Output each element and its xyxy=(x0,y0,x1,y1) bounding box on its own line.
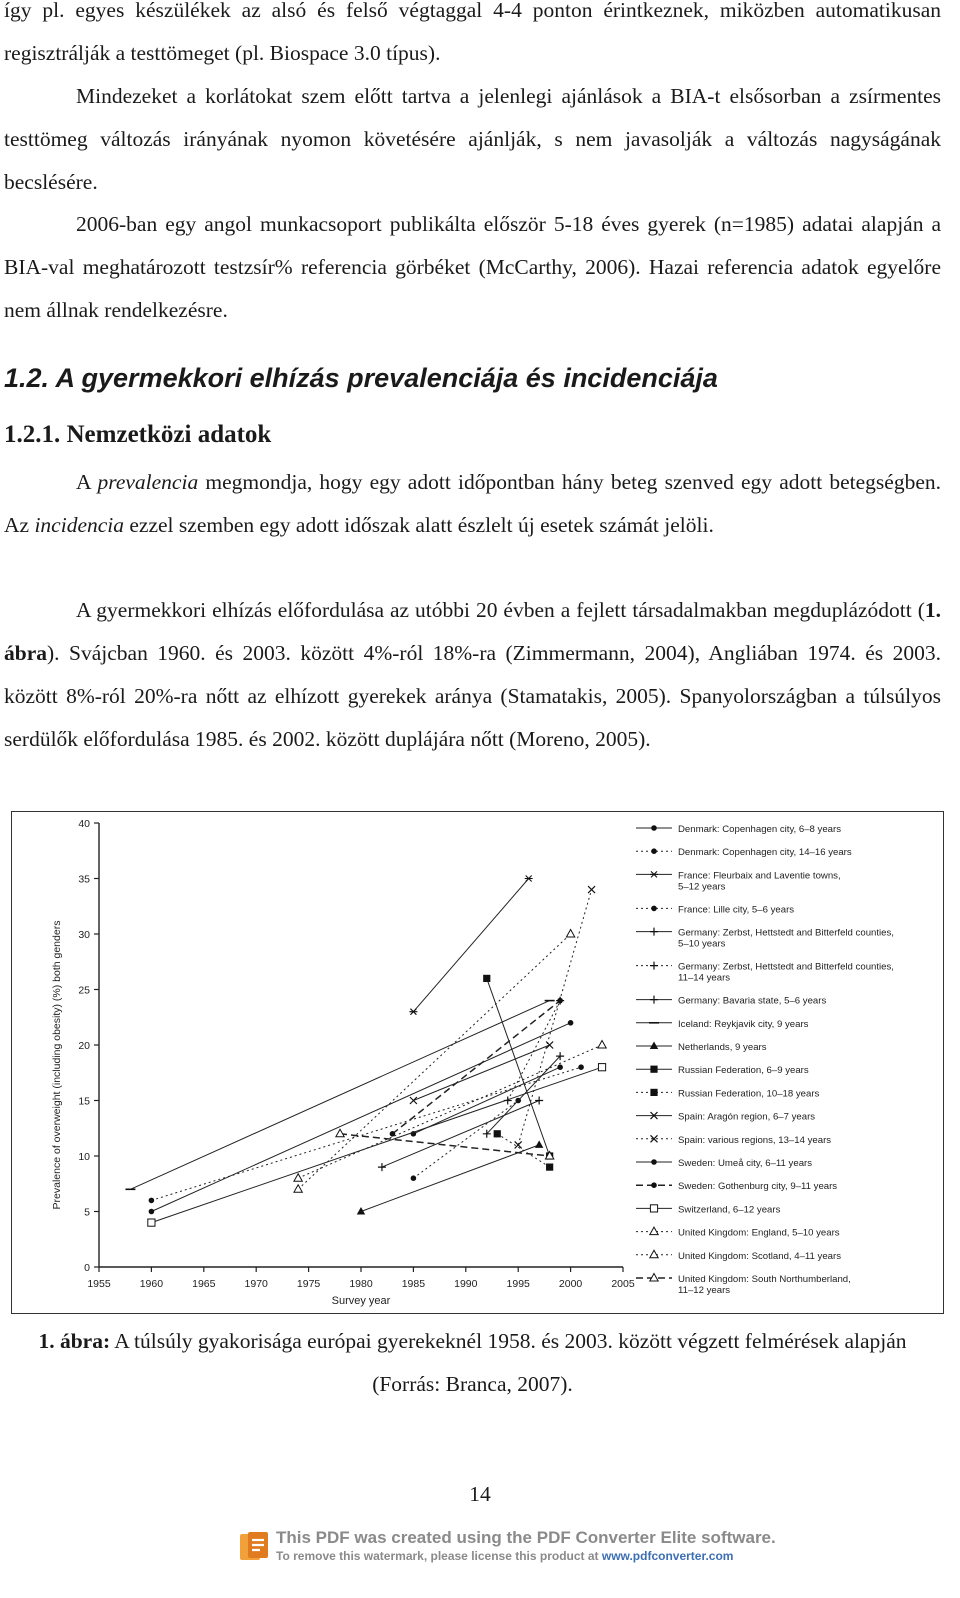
legend-label: 11–14 years xyxy=(678,972,731,984)
series-line xyxy=(413,1101,518,1179)
data-point xyxy=(651,1159,657,1165)
data-point xyxy=(651,825,657,831)
data-point xyxy=(557,1064,563,1070)
watermark-text: To remove this watermark, please license this product at xyxy=(276,1549,602,1563)
series-line xyxy=(518,890,591,1145)
data-point xyxy=(411,1175,417,1181)
p5-text-a: A gyermekkori elhízás előfordulása az utóbbi 20 évben a fejlett társadalmakban megduplázódott ( xyxy=(76,598,925,622)
figure-caption xyxy=(4,1320,941,1406)
x-axis-label: Survey year xyxy=(331,1295,391,1307)
legend-entry-9 xyxy=(636,1042,767,1054)
legend-label: 5–12 years xyxy=(678,881,726,893)
series-13 xyxy=(515,886,595,1148)
y-tick-label: 15 xyxy=(78,1095,90,1108)
series-1 xyxy=(149,1020,574,1214)
x-tick-label: 1960 xyxy=(139,1278,164,1290)
data-point xyxy=(294,1185,302,1193)
watermark-link[interactable]: www.pdfconverter.com xyxy=(601,1549,734,1563)
legend-entry-16 xyxy=(636,1204,781,1215)
legend-entry-15 xyxy=(636,1181,837,1192)
x-tick-label: 1965 xyxy=(192,1278,216,1290)
legend-label: United Kingdom: Scotland, 4–11 years xyxy=(678,1250,842,1262)
data-point xyxy=(494,1130,501,1137)
p4-text-c: ezzel szemben egy adott időszak alatt észlelt új esetek számát jelöli. xyxy=(124,513,714,537)
p4-text-a: A xyxy=(76,470,98,494)
data-point xyxy=(546,1164,553,1171)
data-point xyxy=(568,1020,574,1026)
subsection-heading: 1.2.1. Nemzetközi adatok xyxy=(4,421,272,448)
data-point xyxy=(535,1097,543,1105)
section-heading: 1.2. A gyermekkori elhízás prevalenciája és incidenciája xyxy=(4,363,718,393)
data-point xyxy=(650,1205,657,1212)
data-point xyxy=(588,886,595,893)
series-3 xyxy=(409,876,532,1015)
caption-text: A túlsúly gyakorisága európai gyerekeknél 1958. és 2003. között végzett felmérések alapján (Forrás: Branca, 2007). xyxy=(110,1329,907,1396)
legend-label: Germany: Zerbst, Hettstedt and Bitterfeld counties, xyxy=(678,961,894,973)
legend-label: France: Fleurbaix and Laventie towns, xyxy=(678,870,841,882)
series-15 xyxy=(390,998,563,1137)
legend-label: United Kingdom: England, 5–10 years xyxy=(678,1227,840,1239)
y-tick-label: 40 xyxy=(78,818,90,830)
legend-entry-12 xyxy=(636,1112,815,1123)
legend-entry-4 xyxy=(636,904,794,915)
p4-text-b: megmondja, hogy egy adott időpontban hány beteg szenved egy adott betegségben. Az xyxy=(4,470,941,537)
watermark-line-1: This PDF was created using the PDF Converter Elite software. xyxy=(276,1528,776,1547)
series-18 xyxy=(294,930,575,1193)
series-line xyxy=(151,1067,602,1222)
data-point xyxy=(149,1198,155,1204)
data-point xyxy=(650,928,658,936)
pdf-converter-logo-icon xyxy=(238,1530,270,1562)
y-tick-label: 5 xyxy=(84,1206,90,1219)
figure-reference: 1. ábra xyxy=(4,598,941,665)
watermark-line-2 xyxy=(276,1549,733,1563)
legend-label: Sweden: Umeå city, 6–11 years xyxy=(678,1158,813,1169)
legend-label: Denmark: Copenhagen city, 14–16 years xyxy=(678,847,852,859)
legend-entry-17 xyxy=(636,1227,840,1239)
data-point xyxy=(650,1250,658,1258)
x-tick-label: 1985 xyxy=(401,1278,426,1290)
y-tick-label: 10 xyxy=(78,1151,90,1163)
legend-label: Iceland: Reykjavik city, 9 years xyxy=(678,1018,809,1030)
legend-label: Spain: various regions, 13–14 years xyxy=(678,1134,832,1146)
series-8 xyxy=(125,1001,554,1190)
data-point xyxy=(149,1209,155,1215)
data-point xyxy=(650,1089,657,1096)
paragraph-5 xyxy=(4,589,941,761)
legend-label: Germany: Bavaria state, 5–6 years xyxy=(678,995,827,1007)
x-tick-label: 1970 xyxy=(244,1278,268,1290)
series-line xyxy=(151,1023,570,1212)
legend-label: Russian Federation, 10–18 years xyxy=(678,1088,820,1100)
series-17 xyxy=(294,1041,606,1182)
paragraph-4 xyxy=(4,461,941,547)
data-point xyxy=(650,996,658,1004)
series-line xyxy=(298,1045,602,1178)
data-point xyxy=(294,1174,302,1182)
figure-1 xyxy=(11,811,944,1314)
legend-label: France: Lille city, 5–6 years xyxy=(678,904,795,916)
y-tick-label: 0 xyxy=(84,1262,90,1274)
legend-label: Netherlands, 9 years xyxy=(678,1042,767,1053)
paragraph-3: 2006-ban egy angol munkacsoport publikálta először 5-18 éves gyerek (n=1985) adatai alapján a BIA-val meghatározott testzsír% referencia görbéket (McCarthy, 2006). Hazai referencia adatok egyelőre nem állnak rendelkezésre. xyxy=(4,212,941,322)
data-point xyxy=(336,1129,344,1137)
legend-entry-5 xyxy=(636,928,894,950)
legend-label: Germany: Zerbst, Hettstedt and Bitterfeld counties, xyxy=(678,927,894,939)
data-point xyxy=(650,962,658,970)
series-2 xyxy=(149,1064,584,1203)
y-axis-label: Prevalence of overweight (including obesity) (%) both genders xyxy=(51,920,63,1210)
y-tick-label: 20 xyxy=(78,1040,90,1052)
data-point xyxy=(557,998,563,1004)
data-point xyxy=(515,1141,522,1148)
data-point xyxy=(651,906,657,912)
legend-entry-18 xyxy=(636,1250,841,1262)
series-line xyxy=(413,879,528,1012)
watermark xyxy=(238,1528,776,1566)
data-point xyxy=(410,1097,417,1104)
legend-label: Denmark: Copenhagen city, 6–8 years xyxy=(678,824,842,835)
paragraph-1: így pl. egyes készülékek az alsó és felső végtaggal 4-4 ponton érintkeznek, miközben automatikusan regisztrálják a testtömeget (pl. Biospace 3.0 típus). xyxy=(4,0,941,65)
data-point xyxy=(483,975,490,982)
legend-label: 11–12 years xyxy=(678,1285,731,1296)
page-number: 14 xyxy=(469,1482,491,1506)
x-tick-label: 1990 xyxy=(454,1278,478,1290)
data-point xyxy=(378,1163,386,1171)
data-point xyxy=(650,1227,658,1235)
series-line xyxy=(382,1101,539,1168)
data-point xyxy=(409,1009,417,1015)
term-incidencia: incidencia xyxy=(34,513,125,537)
prevalence-chart xyxy=(12,812,943,1313)
series-line xyxy=(130,1001,549,1190)
y-tick-label: 30 xyxy=(78,929,90,941)
legend-entry-10 xyxy=(636,1065,809,1076)
series-12 xyxy=(410,1042,553,1105)
caption-label: 1. ábra: xyxy=(38,1329,111,1353)
legend-entry-8 xyxy=(636,1019,809,1030)
paragraph-2: Mindezeket a korlátokat szem előtt tartva a jelenlegi ajánlások a BIA-t elsősorban a zsírmentes testtömeg változás irányának nyomon követésére ajánlják, s nem javasolják a változás nagyságának becslésére. xyxy=(4,84,941,194)
data-point xyxy=(650,871,658,877)
data-point xyxy=(535,1140,543,1148)
legend-entry-6 xyxy=(636,962,894,984)
data-point xyxy=(598,1041,606,1049)
data-point xyxy=(651,848,657,854)
legend-label: Russian Federation, 6–9 years xyxy=(678,1065,809,1077)
legend-entry-11 xyxy=(636,1088,820,1099)
legend-label: 5–10 years xyxy=(678,938,726,950)
legend-entry-3 xyxy=(636,870,841,892)
legend-entry-1 xyxy=(636,824,841,835)
legend-label: Spain: Aragón region, 6–7 years xyxy=(678,1111,816,1123)
data-point xyxy=(578,1064,584,1070)
legend-label: United Kingdom: South Northumberland, xyxy=(678,1274,851,1285)
x-tick-label: 1995 xyxy=(506,1278,530,1290)
series-line xyxy=(497,1134,549,1167)
y-tick-label: 35 xyxy=(78,873,90,886)
legend-label: Switzerland, 6–12 years xyxy=(678,1204,781,1216)
y-tick-label: 25 xyxy=(78,984,90,997)
x-tick-label: 1955 xyxy=(87,1278,111,1290)
series-line xyxy=(361,1145,539,1212)
x-tick-label: 1980 xyxy=(349,1278,373,1290)
term-prevalencia: prevalencia xyxy=(97,470,199,494)
legend-entry-13 xyxy=(636,1135,831,1146)
data-point xyxy=(525,876,533,882)
legend-entry-2 xyxy=(636,847,852,858)
legend-label: Sweden: Gothenburg city, 9–11 years xyxy=(678,1181,838,1193)
data-point xyxy=(650,1042,658,1050)
legend-entry-19 xyxy=(636,1274,851,1297)
x-tick-label: 1975 xyxy=(296,1278,321,1290)
data-point xyxy=(598,1064,605,1071)
data-point xyxy=(566,930,574,938)
data-point xyxy=(148,1219,155,1226)
series-7 xyxy=(378,1097,543,1172)
data-point xyxy=(650,1066,657,1073)
x-tick-label: 2005 xyxy=(611,1278,635,1290)
series-11 xyxy=(494,1130,554,1171)
series-line xyxy=(298,934,570,1189)
series-line xyxy=(487,1056,560,1134)
p5-text-b: ). Svájcban 1960. és 2003. között 4%-ról 18%-ra (Zimmermann, 2004), Angliában 1974. és 2003. között 8%-ról 20%-ra nőtt az elhízott gyerekek aránya (Stamatakis, 2005). Spanyolországban a túlsúlyos serdülők előfordulása 1985. és 2002. között duplájára nőtt (Moreno, 2005). xyxy=(4,641,941,751)
legend-entry-14 xyxy=(636,1158,812,1169)
x-tick-label: 2000 xyxy=(558,1278,583,1290)
legend-entry-7 xyxy=(636,996,826,1007)
data-point xyxy=(651,1182,657,1188)
